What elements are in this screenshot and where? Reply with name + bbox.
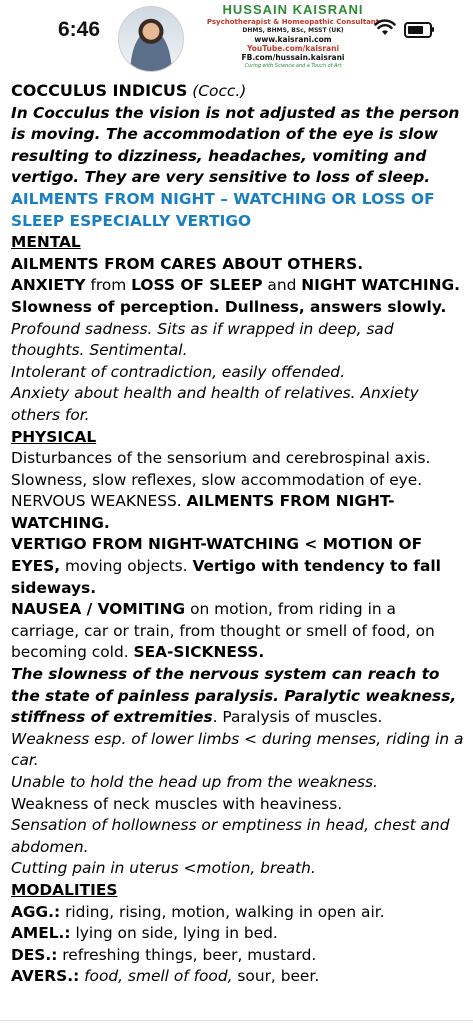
- physical-line-7: Weakness esp. of lower limbs < during menses, riding in a car.: [11, 729, 464, 770]
- physical-line-5: NAUSEA / VOMITING on motion, from riding in a carriage, car or train, from thought or smell of food, on becoming cold. SEA-SICKNESS.: [11, 600, 435, 662]
- physical-line-1: Disturbances of the sensorium and cerebrospinal axis.: [11, 449, 431, 468]
- brand-qualifications: DHMS, BHMS, BSc, MSST (UK): [242, 27, 344, 34]
- physical-line-6: The slowness of the nervous system can reach to the state of painless paralysis. Paralytic weakness, stiffness of extremities. Paralysis of muscles.: [11, 665, 457, 727]
- physical-line-9: Weakness of neck muscles with heaviness.: [11, 794, 343, 813]
- remedy-title-line: [11, 80, 467, 103]
- mental-line-6: Anxiety about health and health of relatives. Anxiety others for.: [11, 384, 419, 424]
- section-heading-modalities: MODALITIES: [11, 880, 118, 899]
- mental-line-3: Slowness of perception. Dullness, answers slowly.: [11, 297, 447, 316]
- physical-line-11: Cutting pain in uterus <motion, breath.: [11, 859, 316, 878]
- physical-line-10: Sensation of hollowness or emptiness in head, chest and abdomen.: [11, 816, 450, 856]
- remedy-article: [11, 80, 467, 988]
- remedy-name: COCCULUS INDICUS: [11, 81, 188, 100]
- modality-avers: AVERS.: food, smell of food, sour, beer.: [11, 967, 320, 986]
- brand-title: Psychotherapist & Homeopathic Consultant: [206, 18, 380, 26]
- physical-line-8: Unable to hold the head up from the weakness.: [11, 773, 378, 791]
- brand-youtube: YouTube.com/kaisrani: [246, 44, 340, 53]
- remedy-abbreviation: (Cocc.): [192, 82, 247, 100]
- remedy-intro: In Cocculus the vision is not adjusted as the person is moving. The accommodation of the eye is slow resulting to dizziness, headaches, vomiting and vertigo. They are very sensitive to loss of sleep.: [11, 103, 460, 187]
- ailments-heading: AILMENTS FROM NIGHT – WATCHING OR LOSS OF SLEEP ESPECIALLY VERTIGO: [11, 189, 435, 230]
- brand-tagline: Curing with Science and a Touch of Art: [244, 63, 342, 69]
- wifi-icon: [374, 19, 396, 37]
- brand-facebook: FB.com/hussain.kaisrani: [241, 53, 345, 62]
- section-heading-physical: PHYSICAL: [11, 427, 97, 446]
- brand-banner: [196, 2, 390, 70]
- header: [0, 0, 473, 82]
- battery-icon: [404, 22, 432, 38]
- mental-line-2: ANXIETY from LOSS OF SLEEP and NIGHT WATCHING.: [11, 276, 460, 295]
- modality-amel: AMEL.: lying on side, lying in bed.: [11, 924, 278, 943]
- physical-line-2: Slowness, slow reflexes, slow accommodation of eye.: [11, 470, 423, 489]
- mental-line-5: Intolerant of contradiction, easily offended.: [11, 362, 345, 381]
- battery-level: [408, 26, 423, 34]
- mental-line-4: Profound sadness. Sits as if wrapped in deep, sad thoughts. Sentimental.: [11, 319, 394, 360]
- modality-agg: AGG.: riding, rising, motion, walking in open air.: [11, 902, 385, 921]
- avatar: [118, 6, 184, 72]
- brand-website: www.kaisrani.com: [254, 35, 332, 44]
- modality-des: DES.: refreshing things, beer, mustard.: [11, 945, 317, 964]
- battery-cap-icon: [432, 27, 434, 32]
- section-heading-mental: MENTAL: [11, 233, 81, 252]
- mental-line-1: AILMENTS FROM CARES ABOUT OTHERS.: [11, 254, 364, 273]
- status-time: 6:46: [58, 18, 101, 41]
- physical-line-4: VERTIGO FROM NIGHT-WATCHING < MOTION OF EYES, moving objects. Vertigo with tendency to fall sideways.: [11, 535, 441, 597]
- bottom-divider: [0, 1020, 473, 1021]
- physical-line-3: NERVOUS WEAKNESS. AILMENTS FROM NIGHT-WATCHING.: [11, 492, 395, 532]
- status-icons: [374, 19, 444, 39]
- brand-name: HUSSAIN KAISRANI: [222, 2, 364, 17]
